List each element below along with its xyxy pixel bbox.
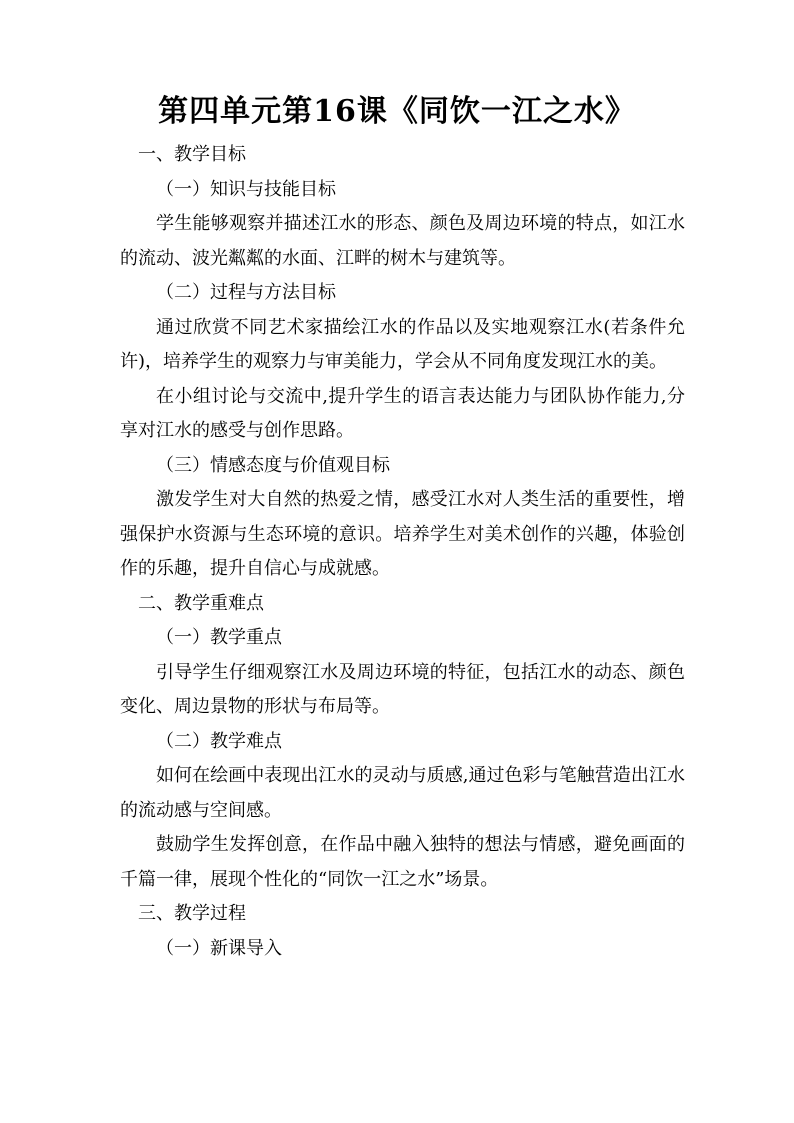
- page-title: 第四单元第16课《同饮一江之水》: [158, 94, 636, 129]
- document-body: [120, 138, 685, 966]
- paragraph-emotion-values: 激发学生对大自然的热爱之情，感受江水对人类生活的重要性，增强保护水资源与生态环境的意识。培养学生对美术创作的兴趣，体验创作的乐趣，提升自信心与成就感。: [120, 489, 685, 579]
- paragraph-key-points: 引导学生仔细观察江水及周边环境的特征，包括江水的动态、颜色变化、周边景物的形状与布局等。: [120, 661, 685, 717]
- subheading-emotion-values: （三）情感态度与价值观目标: [156, 454, 390, 476]
- section-heading-key-difficult-points: 二、教学重难点: [138, 592, 264, 614]
- subheading-difficult-points: （二）教学难点: [156, 730, 282, 752]
- subheading-introduction: （一）新课导入: [156, 937, 282, 959]
- paragraph-difficult-points-1: 如何在绘画中表现出江水的灵动与质感,通过色彩与笔触营造出江水的流动感与空间感。: [120, 765, 685, 821]
- subheading-process-method: （二）过程与方法目标: [156, 282, 336, 303]
- paragraph-difficult-points-2: 鼓励学生发挥创意，在作品中融入独特的想法与情感，避免画面的千篇一律，展现个性化的“同饮一江之水”场景。: [120, 834, 685, 890]
- section-heading-teaching-process: 三、教学过程: [138, 903, 246, 924]
- subheading-key-points: （一）教学重点: [156, 627, 282, 648]
- paragraph-process-method-2: 在小组讨论与交流中,提升学生的语言表达能力与团队协作能力,分享对江水的感受与创作思路。: [120, 385, 685, 441]
- section-heading-objectives: 一、教学目标: [138, 144, 246, 165]
- paragraph-knowledge-skills: 学生能够观察并描述江水的形态、颜色及周边环境的特点，如江水的流动、波光粼粼的水面、江畔的树木与建筑等。: [120, 213, 685, 269]
- subheading-knowledge-skills: （一）知识与技能目标: [156, 178, 336, 200]
- paragraph-process-method-1: 通过欣赏不同艺术家描绘江水的作品以及实地观察江水(若条件允许)，培养学生的观察力与审美能力，学会从不同角度发现江水的美。: [120, 316, 685, 372]
